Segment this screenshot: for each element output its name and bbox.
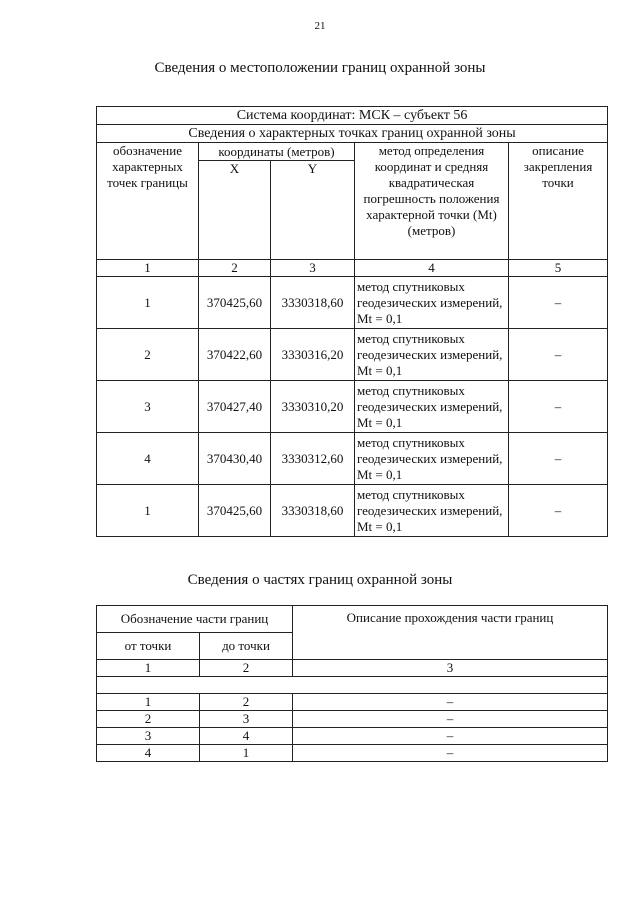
empty-cell [97, 677, 608, 694]
subtitle-row [97, 125, 608, 143]
col-number: 3 [293, 660, 608, 677]
header-part-designation: Обозначение части границ [97, 606, 293, 633]
point-designation: 1 [97, 485, 199, 537]
col-number: 5 [509, 260, 608, 277]
part-from: 1 [97, 694, 200, 711]
table-row [97, 728, 608, 745]
col-number: 2 [200, 660, 293, 677]
header-row [97, 606, 608, 633]
point-description: – [509, 329, 608, 381]
point-y: 3330310,20 [271, 381, 355, 433]
table-row [97, 433, 608, 485]
point-description: – [509, 485, 608, 537]
point-y: 3330312,60 [271, 433, 355, 485]
part-to: 4 [200, 728, 293, 745]
point-x: 370422,60 [199, 329, 271, 381]
point-x: 370425,60 [199, 277, 271, 329]
point-designation: 2 [97, 329, 199, 381]
column-numbers-row [97, 660, 608, 677]
section2-title: Сведения о частях границ охранной зоны [187, 572, 453, 588]
point-description: – [509, 433, 608, 485]
col-number: 3 [271, 260, 355, 277]
point-method: метод спутниковых геодезических измерений, Mt = 0,1 [355, 485, 509, 537]
point-designation: 3 [97, 381, 199, 433]
empty-row [97, 677, 608, 694]
col-number: 1 [97, 660, 200, 677]
table-row [97, 329, 608, 381]
header-y: Y [271, 161, 355, 260]
boundary-parts-table [96, 605, 608, 762]
part-description: – [293, 745, 608, 762]
part-description: – [293, 728, 608, 745]
col-number: 1 [97, 260, 199, 277]
coord-system-cell: Система координат: МСК – субъект 56 [97, 107, 608, 125]
part-from: 2 [97, 711, 200, 728]
part-to: 2 [200, 694, 293, 711]
header-row [97, 143, 608, 161]
point-designation: 1 [97, 277, 199, 329]
part-to: 1 [200, 745, 293, 762]
header-designation: обозначение характерных точек границы [97, 143, 199, 260]
col-number: 2 [199, 260, 271, 277]
table-row [97, 485, 608, 537]
part-description: – [293, 694, 608, 711]
coord-system-row [97, 107, 608, 125]
part-from: 4 [97, 745, 200, 762]
column-numbers-row [97, 260, 608, 277]
point-description: – [509, 381, 608, 433]
point-designation: 4 [97, 433, 199, 485]
part-description: – [293, 711, 608, 728]
header-to-point: до точки [200, 633, 293, 660]
section1-title: Сведения о местоположении границ охранной зоны [154, 60, 486, 76]
subtitle-cell: Сведения о характерных точках границ охранной зоны [97, 125, 608, 143]
table-row [97, 745, 608, 762]
header-coords: координаты (метров) [199, 143, 355, 161]
table-row [97, 694, 608, 711]
point-method: метод спутниковых геодезических измерений, Mt = 0,1 [355, 329, 509, 381]
point-x: 370425,60 [199, 485, 271, 537]
point-method: метод спутниковых геодезических измерений, Mt = 0,1 [355, 277, 509, 329]
header-description: описание закрепления точки [509, 143, 608, 260]
col-number: 4 [355, 260, 509, 277]
boundary-points-table [96, 106, 608, 537]
point-method: метод спутниковых геодезических измерений, Mt = 0,1 [355, 433, 509, 485]
point-x: 370427,40 [199, 381, 271, 433]
point-y: 3330316,20 [271, 329, 355, 381]
table-row [97, 381, 608, 433]
part-to: 3 [200, 711, 293, 728]
header-from-point: от точки [97, 633, 200, 660]
header-part-description: Описание прохождения части границ [293, 606, 608, 660]
point-description: – [509, 277, 608, 329]
point-method: метод спутниковых геодезических измерений, Mt = 0,1 [355, 381, 509, 433]
part-from: 3 [97, 728, 200, 745]
page-number: 21 [314, 20, 326, 32]
point-y: 3330318,60 [271, 485, 355, 537]
point-y: 3330318,60 [271, 277, 355, 329]
point-x: 370430,40 [199, 433, 271, 485]
header-method: метод определения координат и средняя квадратическая погрешность положения характерной точки (Mt) (метров) [355, 143, 509, 260]
table-row [97, 711, 608, 728]
table-row [97, 277, 608, 329]
header-x: X [199, 161, 271, 260]
